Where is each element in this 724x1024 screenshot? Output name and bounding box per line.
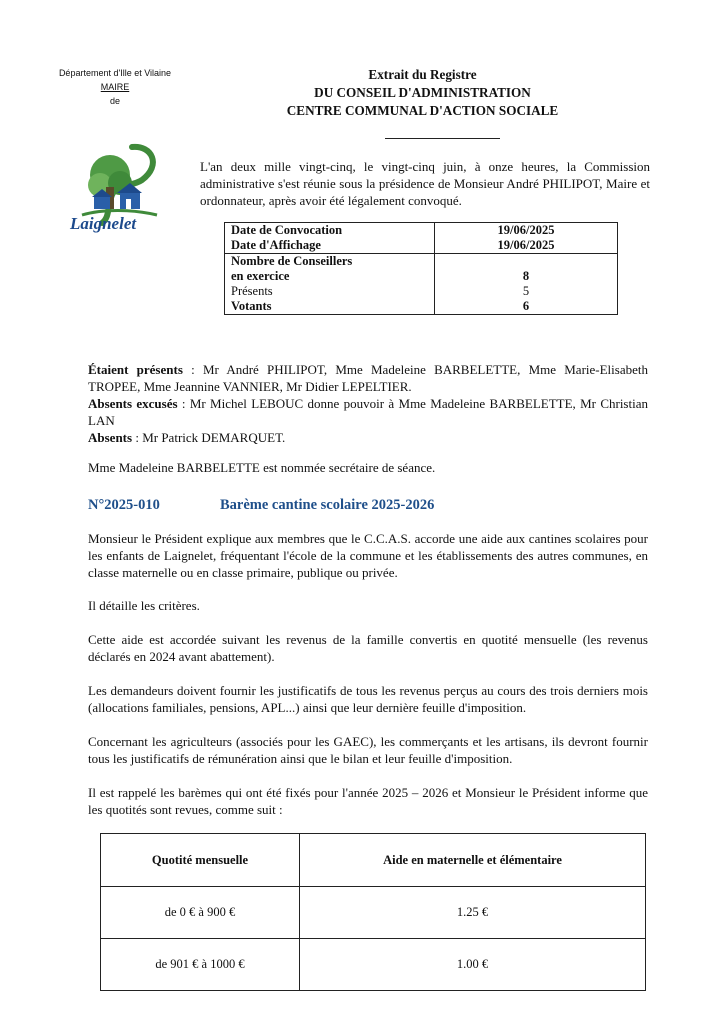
section-heading [88,497,434,514]
column-header-quotite: Quotité mensuelle [101,834,300,887]
aide-cell: 1.25 € [300,887,646,939]
bareme-table [100,833,646,991]
votants-value: 6 [522,299,530,313]
section-title: Barème cantine scolaire 2025-2026 [220,497,435,513]
convocation-label: Date de Convocation [231,223,343,237]
commune-name: Laignelet [70,214,137,233]
absents-line: Absents : Mr Patrick DEMARQUET. [88,430,286,445]
conseillers-label-2: en exercice [231,269,290,283]
table-header-row [101,834,646,887]
excuses-line: Absents excusés : Mr Michel LEBOUC donne pouvoir à Mme Madeleine BARBELETTE, Mr Christian LAN [88,396,648,428]
intro-paragraph: L'an deux mille vingt-cinq, le vingt-cinq juin, à onze heures, la Commission administrative s'est réunie sous la présidence de Monsieur André PHILIPOT, Maire et ordonnateur, après avoir été légalement convoqué. [200,159,650,208]
letterhead [50,66,180,108]
column-header-aide: Aide en maternelle et élémentaire [300,834,646,887]
quotite-cell: de 0 € à 900 € [101,887,300,939]
document-title [250,66,595,120]
secretary-line: Mme Madeleine BARBELETTE est nommée secrétaire de séance. [88,460,436,475]
table-row [225,254,618,315]
table-row [225,223,618,254]
votants-label: Votants [231,299,272,313]
de-label: de [109,96,120,106]
table-row [101,939,646,991]
table-row [101,887,646,939]
title-line-1: Extrait du Registre [368,67,477,82]
presents-line: Étaient présents : Mr André PHILIPOT, Mme Madeleine BARBELETTE, Mme Marie-Elisabeth TROPEE, Mme Jeannine VANNIER, Mr Didier LEPELTIER. [88,362,648,394]
meeting-info-table [224,222,618,315]
affichage-value: 19/06/2025 [497,238,555,252]
paragraph-4: Les demandeurs doivent fournir les justificatifs de tous les revenus perçus au cours des trois derniers mois (allocations familiales, pensions, APL...) ainsi que leur dernière feuille d'imposition. [88,683,648,715]
attendance-block [88,361,648,446]
title-line-3: CENTRE COMMUNAL D'ACTION SOCIALE [286,103,559,118]
title-line-2: DU CONSEIL D'ADMINISTRATION [314,85,531,100]
department-label: Département d'Ille et Vilaine [58,68,172,78]
paragraph-1: Monsieur le Président explique aux membres que le C.C.A.S. accorde une aide aux cantines scolaires pour les enfants de Laignelet, fréquentant l'école de la commune et les établissements des autres communes, en classe maternelle ou en classe primaire, publique ou privée. [88,531,648,580]
title-divider [385,138,500,139]
convocation-value: 19/06/2025 [497,223,555,237]
conseillers-label-1: Nombre de Conseillers [231,254,353,268]
mairie-label: MAIRE [100,82,130,92]
presents-label: Présents [231,284,273,298]
paragraph-3: Cette aide est accordée suivant les revenus de la famille convertis en quotité mensuelle (les revenus déclarés en 2024 avant abattement). [88,632,648,664]
quotite-cell: de 901 € à 1000 € [101,939,300,991]
aide-cell: 1.00 € [300,939,646,991]
presents-value: 5 [522,284,530,298]
paragraph-2: Il détaille les critères. [88,598,200,613]
affichage-label: Date d'Affichage [231,238,321,252]
paragraph-6: Il est rappelé les barèmes qui ont été fixés pour l'année 2025 – 2026 et Monsieur le Président informe que les quotités sont revues, comme suit : [88,785,648,817]
section-number: N°2025-010 [88,497,160,513]
conseillers-value: 8 [522,269,530,283]
paragraph-5: Concernant les agriculteurs (associés pour les GAEC), les commerçants et les artisans, ils devront fournir tous les justificatifs de rémunération ainsi que le bilan et leur feuille d'imposition. [88,734,648,766]
